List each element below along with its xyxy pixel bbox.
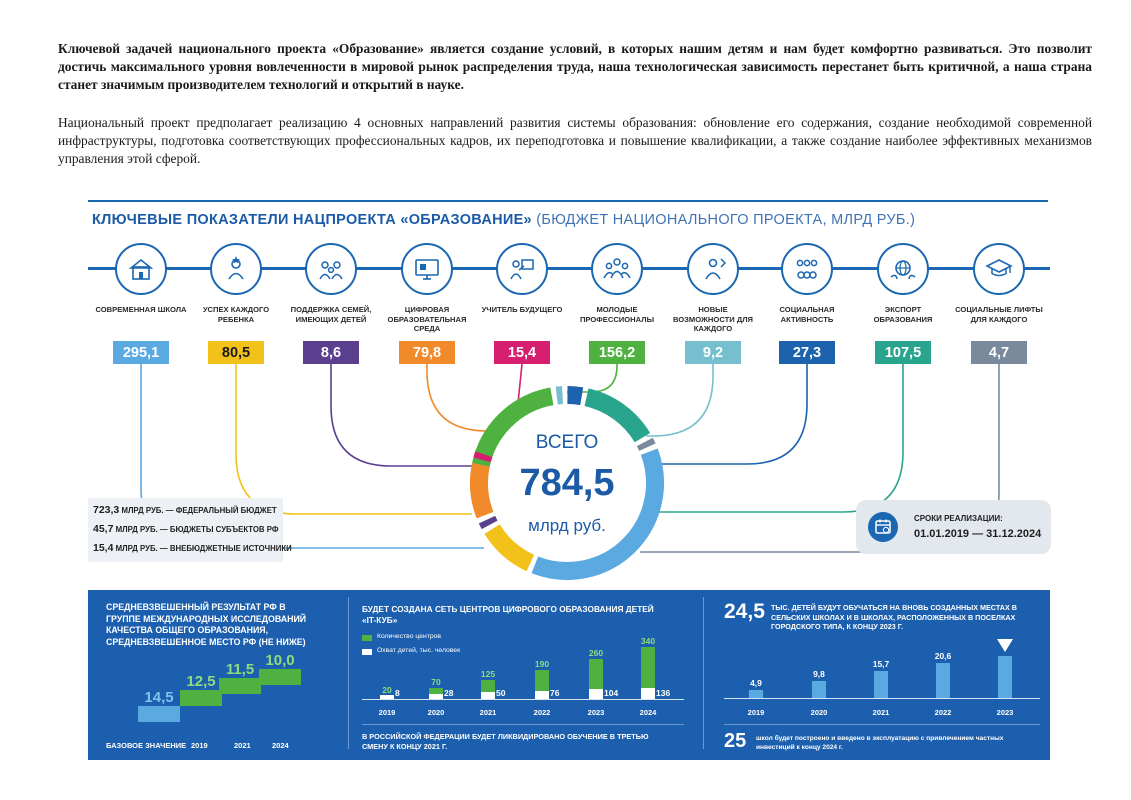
social-activity-icon <box>781 243 833 295</box>
connector-line <box>650 364 903 512</box>
direction-budget-value: 156,2 <box>589 341 645 364</box>
intro-paragraph: Национальный проект предполагает реализацию 4 основных направлений развития системы образования: обновление его содержания, создание необходимой современной инфраструктуры, подготовка соответствующих профессиональных кадров, их переподготовка и повышение квалификации, а также создание наиболее эффективных механизмов управления этой сферой. <box>58 115 1092 166</box>
direction-label: ПОДДЕРЖКА СЕМЕЙ, ИМЕЮЩИХ ДЕТЕЙ <box>290 305 372 324</box>
direction-budget-value: 80,5 <box>208 341 264 364</box>
legend-children-label: Охват детей, тыс. человек <box>377 647 461 654</box>
itcube-year-label: 2023 <box>587 708 605 717</box>
direction-label: МОЛОДЫЕ ПРОФЕССИОНАЛЫ <box>579 305 655 324</box>
direction-budget-value: 79,8 <box>399 341 455 364</box>
deadline-label: СРОКИ РЕАЛИЗАЦИИ: <box>914 514 1003 523</box>
ranking-description: СРЕДНЕВЗВЕШЕННЫЙ РЕЗУЛЬТАТ РФ В ГРУППЕ МЕЖДУНАРОДНЫХ ИССЛЕДОВАНИЙ КАЧЕСТВА ОБЩЕГО ОБРАЗОВАНИЯ, СРЕДНЕВЗВЕШЕННОЕ МЕСТО РФ (НЕ НИЖЕ) <box>106 602 307 647</box>
rural-bar <box>749 690 763 698</box>
direction-label: СОЦИАЛЬНАЯ АКТИВНОСТЬ <box>779 305 835 324</box>
schools-number: 25 <box>724 730 747 752</box>
legend-swatch-centers <box>362 635 372 641</box>
direction-label: ЦИФРОВАЯ ОБРАЗОВАТЕЛЬНАЯ СРЕДА <box>387 305 467 333</box>
direction-budget-value: 295,1 <box>113 341 169 364</box>
itcube-centers-label: 125 <box>480 668 496 679</box>
rural-year-label: 2020 <box>810 708 828 717</box>
ranking-step-value: 12,5 <box>186 673 216 690</box>
connector-line <box>331 364 478 466</box>
itcube-children-label: 8 <box>395 688 400 698</box>
professionals-icon <box>591 243 643 295</box>
family-icon <box>305 243 357 295</box>
itcube-centers-label: 260 <box>588 648 604 659</box>
connector-line <box>518 364 522 403</box>
itcube-year-label: 2024 <box>639 708 657 717</box>
opportunity-icon <box>687 243 739 295</box>
itcube-year-label: 2021 <box>479 708 497 717</box>
connector-line <box>427 364 492 431</box>
itcube-year-label: 2019 <box>378 708 396 717</box>
total-value: 784,5 <box>519 462 615 504</box>
connector-line <box>662 364 807 464</box>
donut-segment <box>482 454 484 460</box>
legend-centers-label: Количество центров <box>377 633 442 640</box>
itcube-children-bar <box>429 694 443 699</box>
legend-swatch-children <box>362 649 372 655</box>
ranking-step-label: БАЗОВОЕ ЗНАЧЕНИЕ <box>106 741 187 750</box>
rural-footer-rule <box>724 724 1040 725</box>
rural-bar-label: 4,9 <box>750 677 762 688</box>
itcube-baseline <box>362 699 684 700</box>
ranking-step-bar <box>219 678 261 694</box>
direction-budget-value: 9,2 <box>685 341 741 364</box>
rural-year-label: 2022 <box>934 708 952 717</box>
rural-bar-label: 20,6 <box>934 650 952 661</box>
itcube-children-bar <box>535 691 549 699</box>
itcube-children-label: 76 <box>550 688 560 698</box>
implementation-period <box>856 500 1051 554</box>
itcube-footnote-rule <box>362 724 684 725</box>
donut-segment <box>481 396 552 465</box>
calendar-clock-icon <box>868 512 898 542</box>
total-unit: млрд руб. <box>528 516 606 535</box>
panel-separator <box>348 597 349 749</box>
itcube-children-bar <box>589 689 603 699</box>
itcube-centers-label: 190 <box>534 658 550 669</box>
child-success-icon <box>210 243 262 295</box>
direction-label: УСПЕХ КАЖДОГО РЕБЕНКА <box>202 305 270 324</box>
itcube-centers-label: 20 <box>382 684 392 695</box>
direction-budget-value: 15,4 <box>494 341 550 364</box>
itcube-children-label: 28 <box>444 688 454 698</box>
source-extrabudgetary: 15,4 МЛРД РУБ. — ВНЕБЮДЖЕТНЫЕ ИСТОЧНИКИ <box>93 542 292 554</box>
ranking-step-bar <box>138 706 180 722</box>
deadline-value: 01.01.2019 — 31.12.2024 <box>914 528 1042 540</box>
ranking-step-bar <box>259 669 301 685</box>
direction-label: СОЦИАЛЬНЫЕ ЛИФТЫ ДЛЯ КАЖДОГО <box>955 305 1043 324</box>
ranking-step-value: 10,0 <box>265 652 295 669</box>
itcube-centers-label: 340 <box>640 636 656 646</box>
total-label: ВСЕГО <box>535 432 599 453</box>
panel-separator <box>703 597 704 749</box>
donut-segment <box>567 395 581 396</box>
itcube-footnote: В РОССИЙСКОЙ ФЕДЕРАЦИИ БУДЕТ ЛИКВИДИРОВАНО ОБУЧЕНИЕ В ТРЕТЬЮ СМЕНУ К КОНЦУ 2021 Г. <box>362 732 649 751</box>
source-regional: 45,7 МЛРД РУБ. — БЮДЖЕТЫ СУБЪЕКТОВ РФ <box>93 523 279 535</box>
graduation-cap-icon <box>973 243 1025 295</box>
ranking-step-value: 14,5 <box>144 689 174 706</box>
direction-label: НОВЫЕ ВОЗМОЖНОСТИ ДЛЯ КАЖДОГО <box>672 305 754 333</box>
digital-screen-icon <box>401 243 453 295</box>
itcube-year-label: 2022 <box>533 708 551 717</box>
rural-bar <box>812 681 826 698</box>
rural-bar <box>998 656 1012 698</box>
infographic-title-main: КЛЮЧЕВЫЕ ПОКАЗАТЕЛИ НАЦПРОЕКТА «ОБРАЗОВАНИЕ» <box>92 212 532 228</box>
itcube-children-bar <box>380 695 394 699</box>
itcube-year-label: 2020 <box>427 708 445 717</box>
teacher-icon <box>496 243 548 295</box>
school-icon <box>115 243 167 295</box>
itcube-children-label: 136 <box>656 688 671 698</box>
rural-bar-label: 15,7 <box>872 659 890 670</box>
rural-bar <box>874 671 888 698</box>
itcube-children-label: 50 <box>496 688 506 698</box>
direction-label: УЧИТЕЛЬ БУДУЩЕГО <box>481 305 563 314</box>
rural-year-label: 2021 <box>872 708 890 717</box>
ranking-step-label: 2024 <box>272 741 289 750</box>
direction-budget-value: 4,7 <box>971 341 1027 364</box>
ranking-step-bar <box>180 690 222 706</box>
itcube-children-bar <box>641 688 655 699</box>
ranking-step-label: 2019 <box>191 741 208 750</box>
source-federal: 723,3 МЛРД РУБ. — ФЕДЕРАЛЬНЫЙ БЮДЖЕТ <box>93 504 277 516</box>
rural-bar-label: 9,8 <box>813 669 825 680</box>
connector-line <box>646 364 713 436</box>
infographic-subtitle: (БЮДЖЕТ НАЦИОНАЛЬНОГО ПРОЕКТА, МЛРД РУБ.) <box>536 212 916 228</box>
direction-budget-value: 107,5 <box>875 341 931 364</box>
direction-budget-value: 8,6 <box>303 341 359 364</box>
connector-line <box>236 364 472 514</box>
rural-year-label: 2019 <box>747 708 765 717</box>
intro-bold-paragraph: Ключевой задачей национального проекта «Образование» является создание условий, в которых нашим детям и нам будет комфортно развиваться. Это позволит достичь максимального уровня вовлеченности в мировой рынок распределения труда, наша технологическая зависимость перестанет быть критичной, а наша страна станет значимым производителем технологий и открытий в науке. <box>58 41 1092 92</box>
export-globe-icon <box>877 243 929 295</box>
schools-description: школ будет построено и введено в эксплуатацию с привлечением частных инвестиций к концу 2024 г. <box>756 735 1004 751</box>
rural-description: ТЫС. ДЕТЕЙ БУДУТ ОБУЧАТЬСЯ НА ВНОВЬ СОЗДАННЫХ МЕСТАХ В СЕЛЬСКИХ ШКОЛАХ И В ШКОЛАХ, РАСПОЛОЖЕННЫХ В ПОСЕЛКАХ ГОРОДСКОГО ТИПА, К КОНЦУ 2023 Г. <box>771 603 1017 631</box>
rural-year-label: 2023 <box>996 708 1014 717</box>
ranking-step-value: 11,5 <box>225 661 255 678</box>
ranking-step-label: 2021 <box>234 741 251 750</box>
direction-budget-value: 27,3 <box>779 341 835 364</box>
direction-label: ЭКСПОРТ ОБРАЗОВАНИЯ <box>873 305 933 324</box>
rural-baseline <box>724 698 1040 699</box>
itcube-title: БУДЕТ СОЗДАНА СЕТЬ ЦЕНТРОВ ЦИФРОВОГО ОБРАЗОВАНИЯ ДЕТЕЙ «IT-КУБ» <box>362 604 654 625</box>
rural-big-number: 24,5 <box>724 600 765 623</box>
funding-sources <box>88 498 292 562</box>
itcube-centers-label: 70 <box>431 677 441 688</box>
itcube-children-bar <box>481 692 495 699</box>
itcube-children-label: 104 <box>604 688 619 698</box>
pointer-triangle-icon <box>997 639 1013 652</box>
direction-label: СОВРЕМЕННАЯ ШКОЛА <box>95 305 187 314</box>
rural-bar <box>936 663 950 698</box>
